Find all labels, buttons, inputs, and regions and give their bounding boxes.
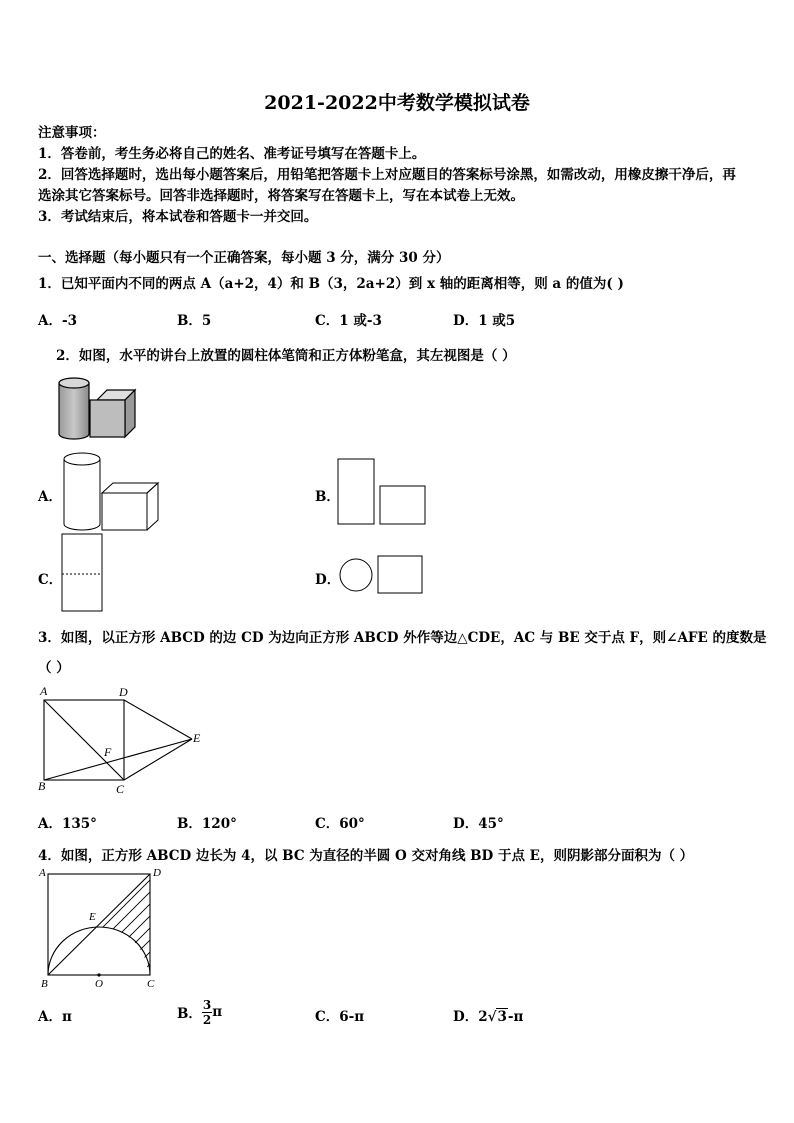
q2-main-figure [55,374,140,444]
notice-heading: 注意事项： [38,125,106,141]
question-4-text: 4．如图，正方形 ABCD 边长为 4，以 BC 为直径的半圆 O 交对角线 BD 于点 E，则阴影部分面积为（ ） [38,848,694,864]
notice-line-3: 选涂其它答案标号。回答非选择题时，将答案写在答题卡上，写在本试卷上无效。 [38,188,524,204]
q4-option-d[interactable] [453,1005,523,1025]
q4-option-d-suffix: -π [507,1009,524,1025]
q3-option-d[interactable]: D．45° [453,816,504,832]
q4-option-b-prefix: B． [177,1006,202,1022]
q2-option-a[interactable]: A． [38,489,62,505]
q4-option-b[interactable] [177,993,222,1031]
q2-option-a-figure [60,450,164,535]
q3-label-c: C [116,782,125,796]
q4-option-b-suffix: π [212,1004,223,1020]
q2-option-c-figure [61,533,105,615]
q3-label-a: A [40,684,48,698]
q4-option-d-prefix: D．2 [453,1009,488,1025]
q4-option-b-numerator: 3 [202,997,212,1012]
q2-option-b[interactable]: B． [315,489,340,505]
page-title: 2021-2022中考数学模拟试卷 [264,92,530,114]
q3-option-b[interactable]: B．120° [177,816,237,832]
q1-option-c[interactable]: C．1 或-3 [315,313,382,329]
notice-line-1: 1．答卷前，考生务必将自己的姓名、准考证号填写在答题卡上。 [38,146,426,162]
q4-option-b-fraction [202,998,212,1027]
q3-label-f: F [104,745,112,759]
question-1-text: 1．已知平面内不同的两点 A（a+2，4）和 B（3，2a+2）到 x 轴的距离相等，则 a 的值为( ) [38,276,624,292]
q3-option-a[interactable]: A．135° [38,816,97,832]
notice-line-4: 3．考试结束后，将本试卷和答题卡一并交回。 [38,209,318,225]
q4-label-e: E [89,911,96,923]
section-heading: 一、选择题（每小题只有一个正确答案，每小题 3 分，满分 30 分） [38,250,450,266]
notice-line-2: 2．回答选择题时，选出每小题答案后，用铅笔把答题卡上对应题目的答案标号涂黑，如需改动，用橡皮擦干净后，再 [38,167,736,183]
question-3-text: 3．如图，以正方形 ABCD 的边 CD 为边向正方形 ABCD 外作等边△CDE，AC 与 BE 交于点 F，则∠AFE 的度数是 [38,630,767,646]
q3-label-b: B [38,779,46,793]
question-3-text-cont: （ ） [38,660,70,676]
q3-label-e: E [193,731,201,745]
q4-label-b: B [41,978,48,990]
q4-option-d-radicand: 3 [497,1009,507,1025]
question-2-text: 2．如图，水平的讲台上放置的圆柱体笔筒和正方体粉笔盒，其左视图是（ ） [56,348,516,364]
q3-label-d: D [119,685,128,699]
q2-option-b-figure [337,458,429,528]
sqrt-icon: √ [487,1009,497,1025]
q4-option-b-denominator: 2 [202,1012,212,1027]
q4-option-a[interactable]: A．π [38,1009,72,1025]
q1-option-d[interactable]: D．1 或5 [453,313,516,329]
q3-figure [36,684,211,799]
q4-label-a: A [39,867,46,879]
q4-label-c: C [147,978,155,990]
q3-option-c[interactable]: C．60° [315,816,365,832]
q2-option-d-figure [338,554,428,596]
q4-label-d: D [153,867,161,879]
q1-option-a[interactable]: A．-3 [38,313,77,329]
q4-label-o: O [95,978,103,990]
q2-option-c[interactable]: C． [38,572,63,588]
q2-option-d[interactable]: D． [315,572,341,588]
q4-figure [36,864,171,992]
q1-option-b[interactable]: B．5 [177,313,212,329]
q4-option-c[interactable]: C．6-π [315,1009,365,1025]
